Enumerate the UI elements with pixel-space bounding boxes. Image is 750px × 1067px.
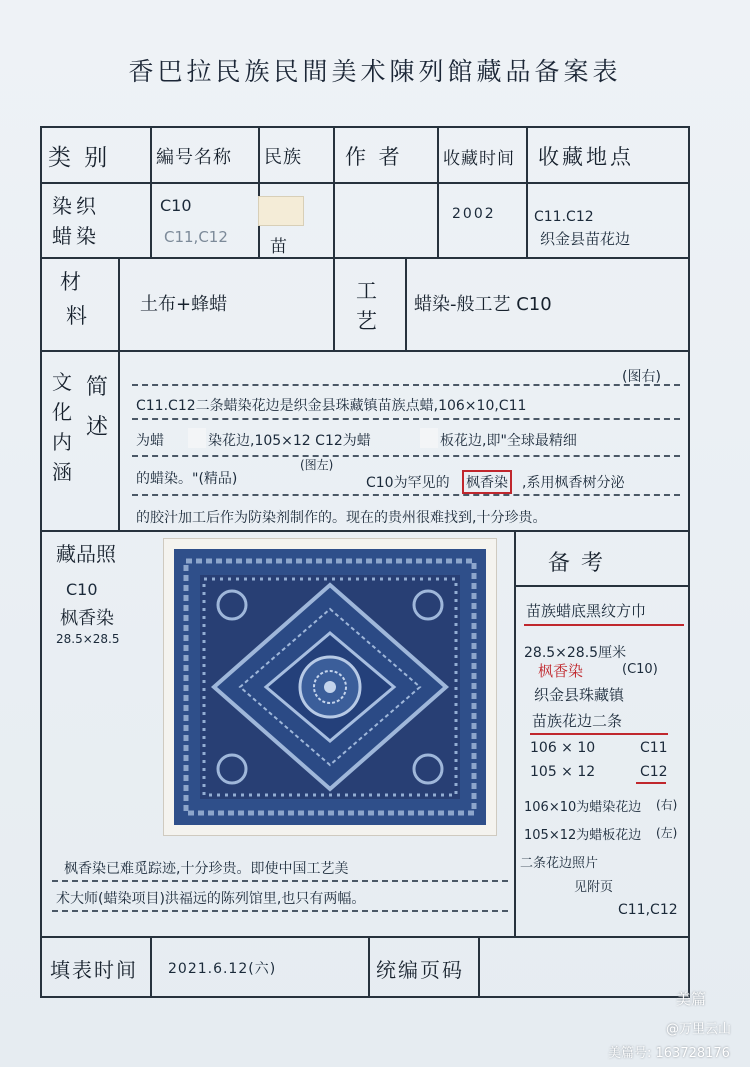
table-rule (118, 257, 120, 351)
ruled-line (52, 910, 508, 912)
table-rule (150, 936, 152, 998)
table-rule (118, 350, 120, 532)
collected-place-line1: C11.C12 (534, 209, 594, 225)
photo-item-code: C10 (66, 580, 98, 599)
header-collected-time: 收藏时间 (443, 149, 515, 169)
intro-note-right: (图右) (622, 369, 661, 385)
photo-item-size: 28.5×28.5 (56, 632, 120, 646)
table-border-bottom (40, 996, 690, 998)
table-rule (368, 936, 370, 998)
table-border-left (40, 126, 42, 998)
table-rule (40, 182, 690, 184)
watermark-author: @万里云山 (666, 1022, 732, 1037)
batik-scarf-image (174, 549, 486, 825)
material-label-line2: 料 (66, 304, 87, 328)
table-rule (333, 126, 335, 258)
watermark-id: 美篇号: 163728176 (608, 1046, 730, 1061)
intro-note-left: (图左) (300, 458, 334, 472)
intro-label-right-2: 述 (86, 415, 109, 440)
intro-line-2c: 板花边,即"全球最精细 (440, 433, 577, 449)
notes-red-name: 枫香染 (538, 662, 584, 680)
table-border-top (40, 126, 690, 128)
collected-time-value: 2002 (452, 206, 496, 222)
fill-time-value: 2021.6.12(六) (168, 961, 277, 977)
intro-label-right-1: 简 (86, 375, 109, 400)
notes-label: 备 考 (548, 551, 605, 576)
category-value-line2: 蜡染 (52, 224, 100, 248)
notes-codes-end: C11,C12 (618, 902, 678, 918)
code-value: C10 (160, 196, 192, 215)
table-rule (405, 257, 407, 351)
collected-place-line2: 织金县苗花边 (540, 230, 631, 248)
notes-border: 苗族花边二条 (532, 712, 623, 730)
fill-time-label: 填表时间 (50, 958, 138, 982)
category-value-line1: 染织 (52, 194, 100, 218)
intro-label-left-4: 涵 (52, 460, 72, 484)
ruled-line (132, 494, 680, 496)
notes-dim2: 105 × 12 (530, 764, 596, 780)
page-number-label: 统编页码 (376, 958, 464, 982)
red-underline (524, 624, 684, 626)
intro-label-left-3: 内 (52, 430, 72, 454)
stamp-mark (258, 196, 304, 226)
notes-dim1: 106 × 10 (530, 740, 596, 756)
table-rule (40, 530, 690, 532)
table-rule (526, 126, 528, 258)
intro-highlight: 枫香染 (462, 470, 512, 494)
notes-dim1-code: C11 (640, 740, 668, 756)
header-category: 类 别 (48, 145, 111, 171)
intro-line-4: 的胶汁加工后作为防染剂制作的。现在的贵州很难找到,十分珍贵。 (136, 510, 547, 526)
craft-label-line1: 工 (356, 279, 377, 303)
redacted-mark (420, 428, 438, 448)
intro-line-3c: ,系用枫香树分泌 (522, 475, 625, 491)
photo-section-label: 藏品照 (56, 542, 116, 566)
header-author: 作 者 (345, 145, 403, 169)
notes-desc3: 二条花边照片 (520, 856, 599, 871)
header-code-name: 編号名称 (156, 147, 232, 168)
footnote-line-1: 枫香染已难觅踪迹,十分珍贵。即使中国工艺美 (64, 861, 349, 877)
table-rule (514, 585, 690, 587)
material-value: 土布+蜂蜡 (140, 294, 228, 315)
intro-line-2a: 为蜡 (136, 433, 164, 449)
notes-size: 28.5×28.5厘米 (524, 645, 627, 661)
table-border-right (688, 126, 690, 998)
intro-line-1: C11.C12二条蜡染花边是织金县珠藏镇苗族点蜡,106×10,C11 (136, 398, 527, 414)
table-rule (437, 126, 439, 258)
notes-place: 织金县珠藏镇 (534, 686, 625, 704)
material-label-line1: 材 (60, 270, 81, 294)
ethnicity-value: 苗 (270, 237, 287, 257)
intro-line-2b: 染花边,105×12 C12为蜡 (208, 433, 371, 449)
ruled-line (52, 880, 508, 882)
ruled-line (132, 384, 680, 386)
notes-desc2: 105×12为蜡板花边 (524, 828, 642, 843)
intro-line-3b: C10为罕见的 (366, 475, 450, 491)
red-underline (530, 733, 668, 735)
header-collected-place: 收藏地点 (538, 145, 634, 169)
table-rule (40, 257, 690, 259)
notes-red-code: (C10) (622, 662, 658, 677)
table-rule (258, 126, 260, 258)
table-rule (40, 936, 690, 938)
table-rule (333, 257, 335, 351)
photo-item-name: 枫香染 (60, 608, 114, 629)
ruled-line (132, 418, 680, 420)
craft-value: 蜡染-般工艺 C10 (414, 294, 552, 315)
notes-heading: 苗族蜡底黑纹方巾 (526, 602, 647, 620)
footnote-line-2: 术大师(蜡染项目)洪福远的陈列馆里,也只有两幅。 (56, 891, 366, 907)
ruled-line (132, 455, 680, 457)
code-pencil-value: C11,C12 (164, 228, 228, 246)
table-rule (478, 936, 480, 998)
red-underline (636, 782, 666, 784)
intro-line-3a: 的蜡染。"(精品) (136, 471, 238, 487)
watermark-brand: 美篇 (676, 990, 707, 1008)
page-title: 香巴拉民族民間美术陳列館藏品备案表 (128, 57, 622, 86)
table-rule (514, 530, 516, 938)
notes-desc2-tag: (左) (656, 826, 678, 840)
craft-label-line2: 艺 (356, 309, 377, 333)
collection-photo (163, 538, 497, 836)
table-rule (150, 126, 152, 258)
intro-label-left-2: 化 (52, 400, 72, 424)
notes-desc4: 见附页 (574, 880, 614, 895)
header-ethnicity: 民族 (264, 147, 302, 168)
notes-desc1-tag: (右) (656, 798, 678, 812)
table-rule (40, 350, 690, 352)
notes-desc1: 106×10为蜡染花边 (524, 800, 642, 815)
intro-label-left-1: 文 (52, 370, 72, 394)
notes-dim2-code: C12 (640, 764, 668, 780)
redacted-mark (188, 428, 206, 448)
